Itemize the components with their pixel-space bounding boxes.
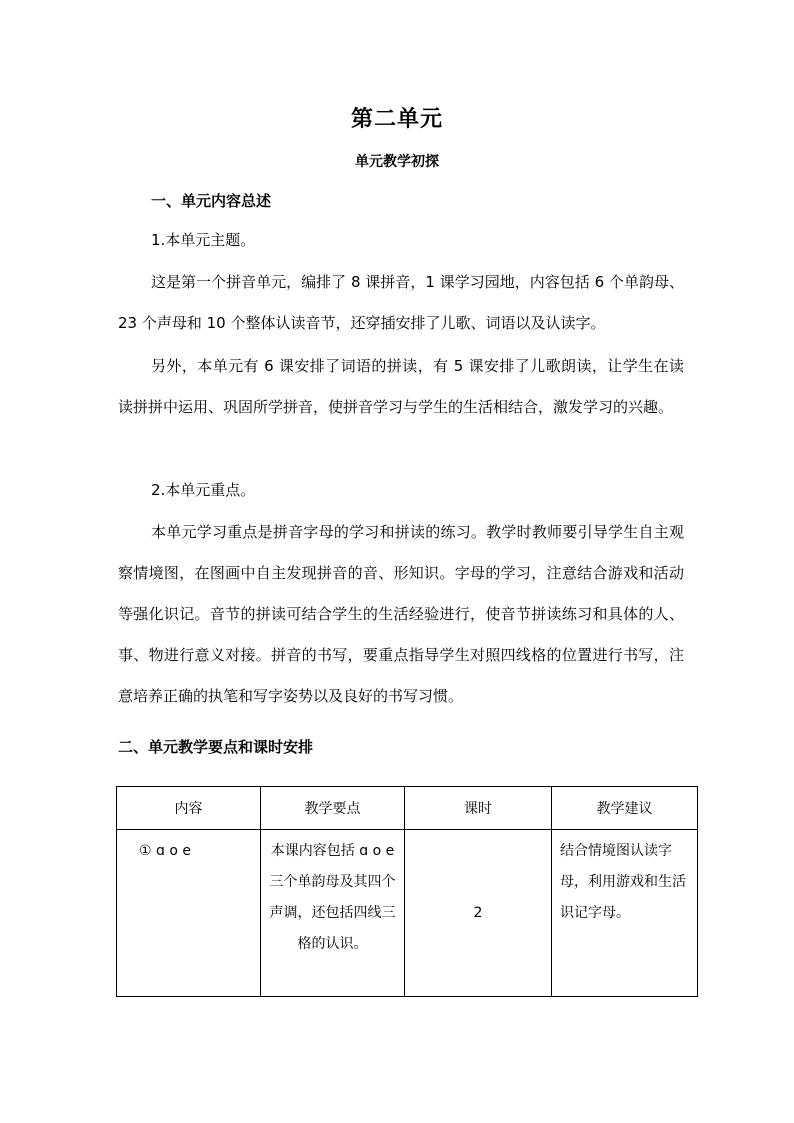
- lesson-plan-table: [116, 786, 698, 997]
- table-header-cell: 内容: [117, 787, 261, 830]
- item-title-theme: 1.本单元主题。: [151, 231, 256, 249]
- lesson-content: ① ɑ o e: [139, 843, 191, 859]
- page-title: 第二单元: [350, 107, 443, 132]
- table-header-row: [117, 787, 698, 830]
- page-subtitle: 单元教学初探: [355, 154, 439, 170]
- table-row: [117, 830, 698, 997]
- lesson-advice: 结合情境图认读字母，利用游戏和生活识记字母。: [560, 843, 686, 921]
- section-heading-overview: 一、单元内容总述: [151, 192, 272, 210]
- table-header-cell: 教学建议: [552, 787, 698, 830]
- paragraph-focus: 本单元学习重点是拼音字母的学习和拼读的练习。教学时教师要引导学生自主观察情境图，在图画中自主发现拼音的音、形知识。字母的学习，注意结合游戏和活动等强化识记。音节的拼读可结合学生的生活经验进行，使音节拼读练习和具体的人、事、物进行意义对接。拼音的书写，要重点指导学生对照四线格的位置进行书写，注意培养正确的执笔和写字姿势以及良好的书写习惯。: [118, 523, 684, 705]
- paragraph-theme-1: 这是第一个拼音单元，编排了 8 课拼音，1 课学习园地，内容包括 6 个单韵母、23 个声母和 10 个整体认读音节，还穿插安排了儿歌、词语以及认读字。: [118, 273, 684, 332]
- table-cell-advice: [552, 830, 698, 997]
- section-heading-plan: 二、单元教学要点和课时安排: [118, 738, 314, 756]
- table-cell-goals: [261, 830, 405, 997]
- item-title-focus: 2.本单元重点。: [151, 481, 256, 499]
- lesson-goals: 本课内容包括 ɑ o e 三个单韵母及其四个声调，还包括四线三格的认识。: [269, 843, 396, 952]
- table-cell-content: [117, 830, 261, 997]
- table-header-cell: 课时: [405, 787, 552, 830]
- table-header-cell: 教学要点: [261, 787, 405, 830]
- lesson-hours: 2: [405, 830, 552, 997]
- paragraph-theme-2: 另外，本单元有 6 课安排了词语的拼读，有 5 课安排了儿歌朗读，让学生在读读拼拼中运用、巩固所学拼音，使拼音学习与学生的生活相结合，激发学习的兴趣。: [118, 357, 684, 416]
